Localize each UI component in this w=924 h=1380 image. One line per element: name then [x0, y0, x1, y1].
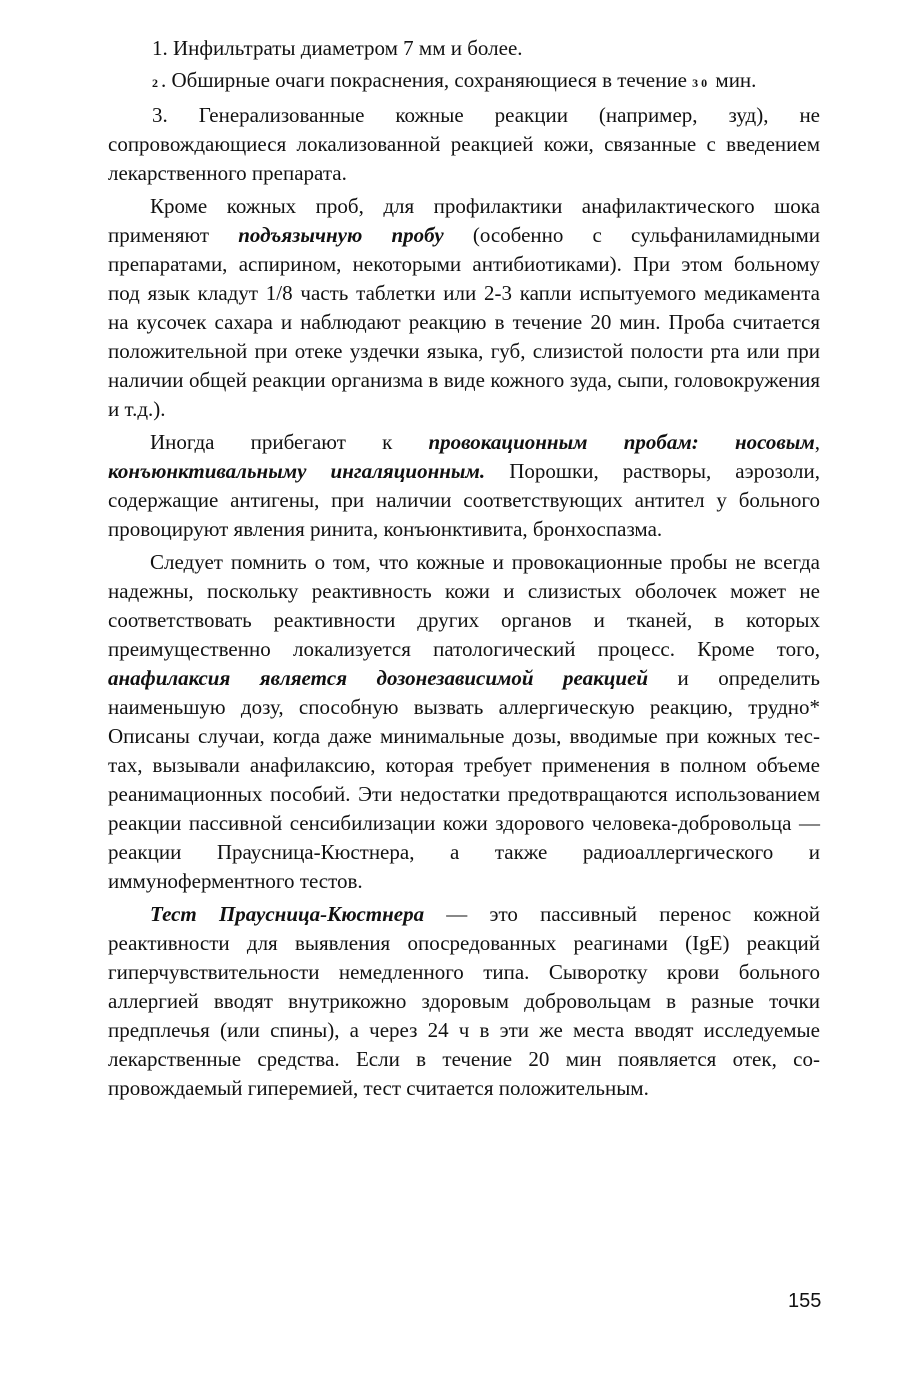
provocation-term-1: провокационным пробам: носовым — [428, 430, 815, 454]
item-2-minutes-number: 30 — [692, 76, 711, 90]
paragraph-sublingual-test — [108, 192, 820, 424]
provocation-text-1: Иногда прибегают к — [150, 430, 429, 454]
item-2-number: 2 — [152, 76, 161, 90]
reliability-text-2: и определить наименьшую дозу, способную вызвать аллергическую реакцию, трудно* Описаны случаи, когда даже минимальные дозы, вводимые при кожных тестах, вызывали анафилаксию, которая требует применения в полном объеме реанимационных пособий. Эти недостатки предотвращаются использованием реакции пассивной сенсибилизации кожи здорового человека-добровольца — реакции Праусница-Кюстнера, а также радиоаллергического и иммуноферментного тестов. — [108, 666, 821, 893]
paragraph-reliability — [108, 548, 820, 896]
item-3-text: 3. Генерализованные кожные реакции (например, зуд), не сопровождающиеся локализованной реакцией кожи, связанные с введением лекарственного препарата. — [108, 103, 820, 185]
item-2-minutes-unit: мин. — [710, 68, 757, 92]
prausnitz-text: — это пассивный перенос кожной реактивности для выявления опосредованных реагинами (IgE) реакций гиперчувствительности немедленного типа. Сыворотку крови больного аллергией вводят внутрикожно здоровым добровольцам в разные точки предплечья (или спины), а через 24 ч в эти же места вводят исследуемые лекарственные средства. Если в течение 20 мин появляется отек, сопровождаемый гиперемией, тест считается положительным. — [108, 902, 820, 1100]
page-number: 155 — [788, 1290, 822, 1312]
sublingual-term: подъязычную пробу — [238, 223, 444, 247]
item-2-text: . Обширные очаги покраснения, сохраняющиеся в течение — [161, 68, 693, 92]
provocation-comma: , — [814, 430, 820, 454]
item-1-text: 1. Инфильтраты диаметром 7 мм и более. — [152, 36, 523, 60]
paragraph-prausnitz-kustner — [108, 900, 820, 1103]
sublingual-text-1: Кроме кожных проб, для профилактики анафилактического шока применяют — [108, 194, 820, 247]
paragraph-item-2 — [108, 66, 820, 98]
sublingual-text-2: (особенно с сульфаниламидными препаратами, аспирином, некоторыми антибиотиками). При этом больному под язык кладут 1/8 часть таблетки или 2-3 капли испытуемого медикамента на кусочек сахара и наблюдают реакцию в течение 20 мин. Проба считается положительной при отеке уздечки языка, губ, слизистой полости рта или при наличии общей реакции организма в виде кожного зуда, сыпи, головокружения и т.д.). — [108, 223, 820, 421]
reliability-text-1: Следует помнить о том, что кожные и провокационные пробы не всегда надежны, поскольку реактивность кожи и слизистых оболочек может не соответствовать реактивности других органов и тканей, в которых преимущественно локализуется патологический процесс. Кроме того, — [108, 550, 820, 661]
provocation-term-2: конъюнктивальныму ингаляционным. — [108, 459, 486, 483]
reliability-term: анафилаксия является дозонезависимой реакцией — [108, 666, 649, 690]
provocation-text-2: Порошки, растворы, аэрозоли, содержащие антигены, при наличии соответствующих антител у больного провоцируют явления ринита, конъюнктивита, бронхоспазма. — [108, 459, 820, 541]
paragraph-item-3 — [108, 101, 820, 188]
paragraph-provocation-tests — [108, 428, 820, 544]
paragraph-item-1 — [108, 34, 820, 63]
page-body — [108, 34, 820, 1103]
prausnitz-term: Тест Праусница-Кюстнера — [150, 902, 425, 926]
